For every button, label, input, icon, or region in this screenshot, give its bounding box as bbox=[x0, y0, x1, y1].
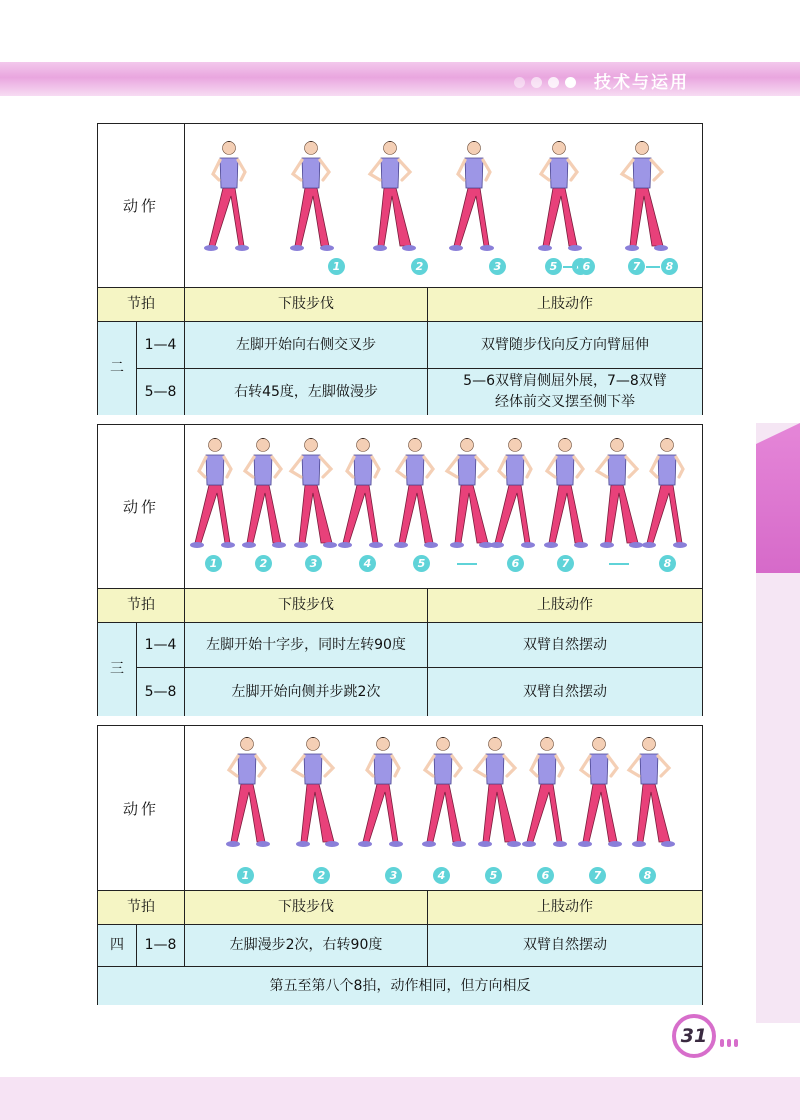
step-number-badge: 5 bbox=[545, 258, 562, 275]
lower-limb-cell: 左脚开始向右侧交叉步 bbox=[184, 322, 427, 368]
lower-limb-cell: 左脚漫步2次，右转90度 bbox=[184, 925, 427, 966]
table-body bbox=[98, 924, 702, 966]
table-header-row bbox=[98, 287, 702, 321]
beat-cell: 5—8 bbox=[136, 368, 184, 415]
beat-header: 节拍 bbox=[127, 296, 155, 312]
side-tab-accent bbox=[756, 423, 800, 573]
step-connector bbox=[563, 266, 577, 268]
upper-limb-cell: 双臂自然摆动 bbox=[427, 925, 702, 966]
footer-note: 第五至第八个8拍，动作相同，但方向相反 bbox=[269, 977, 531, 994]
dancer-figure bbox=[578, 737, 622, 847]
section-number: 二 bbox=[110, 360, 124, 376]
dancer-figure bbox=[490, 438, 535, 548]
dancer-figure bbox=[597, 438, 643, 548]
step-connector bbox=[646, 266, 660, 268]
lower-limb-header: 下肢步伐 bbox=[184, 891, 427, 924]
dancer-figure bbox=[226, 737, 270, 847]
footer-band bbox=[0, 1077, 800, 1120]
step-connector bbox=[609, 563, 629, 565]
section-number: 三 bbox=[110, 661, 124, 677]
step-number-badge: 1 bbox=[237, 867, 254, 884]
figure-strip bbox=[184, 425, 702, 588]
dancer-figures bbox=[185, 124, 703, 287]
action-label: 动作 bbox=[122, 799, 159, 818]
step-number-badge: 7 bbox=[589, 867, 606, 884]
step-number-badge: 3 bbox=[305, 555, 322, 572]
dancer-figure bbox=[422, 737, 466, 847]
step-number-badge: 8 bbox=[639, 867, 656, 884]
upper-limb-header: 上肢动作 bbox=[427, 589, 702, 622]
step-number-badge: 1 bbox=[205, 555, 222, 572]
step-number-badge: 4 bbox=[433, 867, 450, 884]
step-number-badge: 2 bbox=[313, 867, 330, 884]
upper-limb-header: 上肢动作 bbox=[427, 288, 702, 321]
dancer-figure bbox=[204, 141, 249, 251]
step-connector bbox=[457, 563, 477, 565]
table-header-row bbox=[98, 890, 702, 924]
step-number-badge: 8 bbox=[659, 555, 676, 572]
table-body bbox=[98, 321, 702, 415]
beat-header: 节拍 bbox=[127, 899, 155, 915]
page-number-dots bbox=[720, 1032, 741, 1051]
dancer-figure bbox=[538, 141, 582, 251]
step-number-badge: 7 bbox=[628, 258, 645, 275]
lower-limb-header: 下肢步伐 bbox=[184, 589, 427, 622]
table-body bbox=[98, 622, 702, 716]
action-label: 动作 bbox=[122, 197, 159, 215]
beat-cell: 1—8 bbox=[136, 925, 184, 966]
step-number-badge: 5 bbox=[485, 867, 502, 884]
upper-limb-cell: 双臂自然摆动 bbox=[427, 623, 702, 667]
step-number-badge: 5 bbox=[413, 555, 430, 572]
dancer-figure bbox=[291, 438, 337, 548]
action-row bbox=[98, 425, 702, 588]
beat-cell: 1—4 bbox=[136, 623, 184, 667]
section-number: 四 bbox=[110, 937, 124, 953]
step-number-badge: 7 bbox=[557, 555, 574, 572]
action-row bbox=[98, 726, 702, 890]
header-dots bbox=[514, 73, 582, 92]
dancer-figure bbox=[293, 737, 339, 847]
dancer-figure bbox=[394, 438, 438, 548]
step-number-badge: 6 bbox=[578, 258, 595, 275]
dancer-figure bbox=[290, 141, 334, 251]
step-number-badge: 6 bbox=[537, 867, 554, 884]
dancer-figure bbox=[522, 737, 567, 847]
action-label: 动作 bbox=[122, 498, 159, 516]
upper-limb-line: 5—6双臂肩侧屈外展，7—8双臂 bbox=[463, 373, 667, 389]
step-number-badge: 3 bbox=[489, 258, 506, 275]
upper-limb-cell: 双臂自然摆动 bbox=[427, 667, 702, 716]
beat-cell: 1—4 bbox=[136, 322, 184, 368]
section-table-4 bbox=[97, 725, 703, 1005]
table-header-row bbox=[98, 588, 702, 622]
dancer-figures bbox=[185, 726, 703, 890]
dancer-figure bbox=[642, 438, 687, 548]
beat-cell: 5—8 bbox=[136, 667, 184, 716]
dancer-figure bbox=[544, 438, 588, 548]
step-number-badge: 4 bbox=[359, 555, 376, 572]
header-band bbox=[0, 62, 800, 96]
step-number-badge: 6 bbox=[507, 555, 524, 572]
figure-strip bbox=[184, 726, 702, 890]
lower-limb-cell: 左脚开始十字步，同时左转90度 bbox=[184, 623, 427, 667]
section-table-2 bbox=[97, 123, 703, 415]
upper-limb-cell: 双臂随步伐向反方向臂屈伸 bbox=[427, 322, 702, 368]
step-number-badge: 2 bbox=[255, 555, 272, 572]
dancer-figure bbox=[449, 141, 494, 251]
lower-limb-cell: 右转45度，左脚做漫步 bbox=[184, 368, 427, 415]
page-number: 31 bbox=[672, 1014, 716, 1058]
dancer-figure bbox=[629, 737, 675, 847]
dancer-figure bbox=[358, 737, 403, 847]
upper-limb-line: 经体前交叉摆至侧下举 bbox=[495, 394, 635, 410]
lower-limb-header: 下肢步伐 bbox=[184, 288, 427, 321]
figure-strip bbox=[184, 124, 702, 287]
step-number-badge: 2 bbox=[411, 258, 428, 275]
dancer-figure bbox=[475, 737, 521, 847]
dancer-figure bbox=[370, 141, 416, 251]
section-table-3 bbox=[97, 424, 703, 716]
action-row bbox=[98, 124, 702, 287]
dancer-figure bbox=[447, 438, 493, 548]
dancer-figure bbox=[622, 141, 668, 251]
dancer-figure bbox=[190, 438, 235, 548]
step-number-badge: 1 bbox=[328, 258, 345, 275]
step-number-badge: 8 bbox=[661, 258, 678, 275]
upper-limb-cell bbox=[427, 368, 702, 415]
dancer-figure bbox=[338, 438, 383, 548]
dancer-figure bbox=[242, 438, 286, 548]
upper-limb-header: 上肢动作 bbox=[427, 891, 702, 924]
table-footer-row bbox=[98, 966, 702, 1005]
beat-header: 节拍 bbox=[127, 597, 155, 613]
chapter-title: 技术与运用 bbox=[594, 73, 689, 93]
step-number-badge: 3 bbox=[385, 867, 402, 884]
lower-limb-cell: 左脚开始向侧并步跳2次 bbox=[184, 667, 427, 716]
